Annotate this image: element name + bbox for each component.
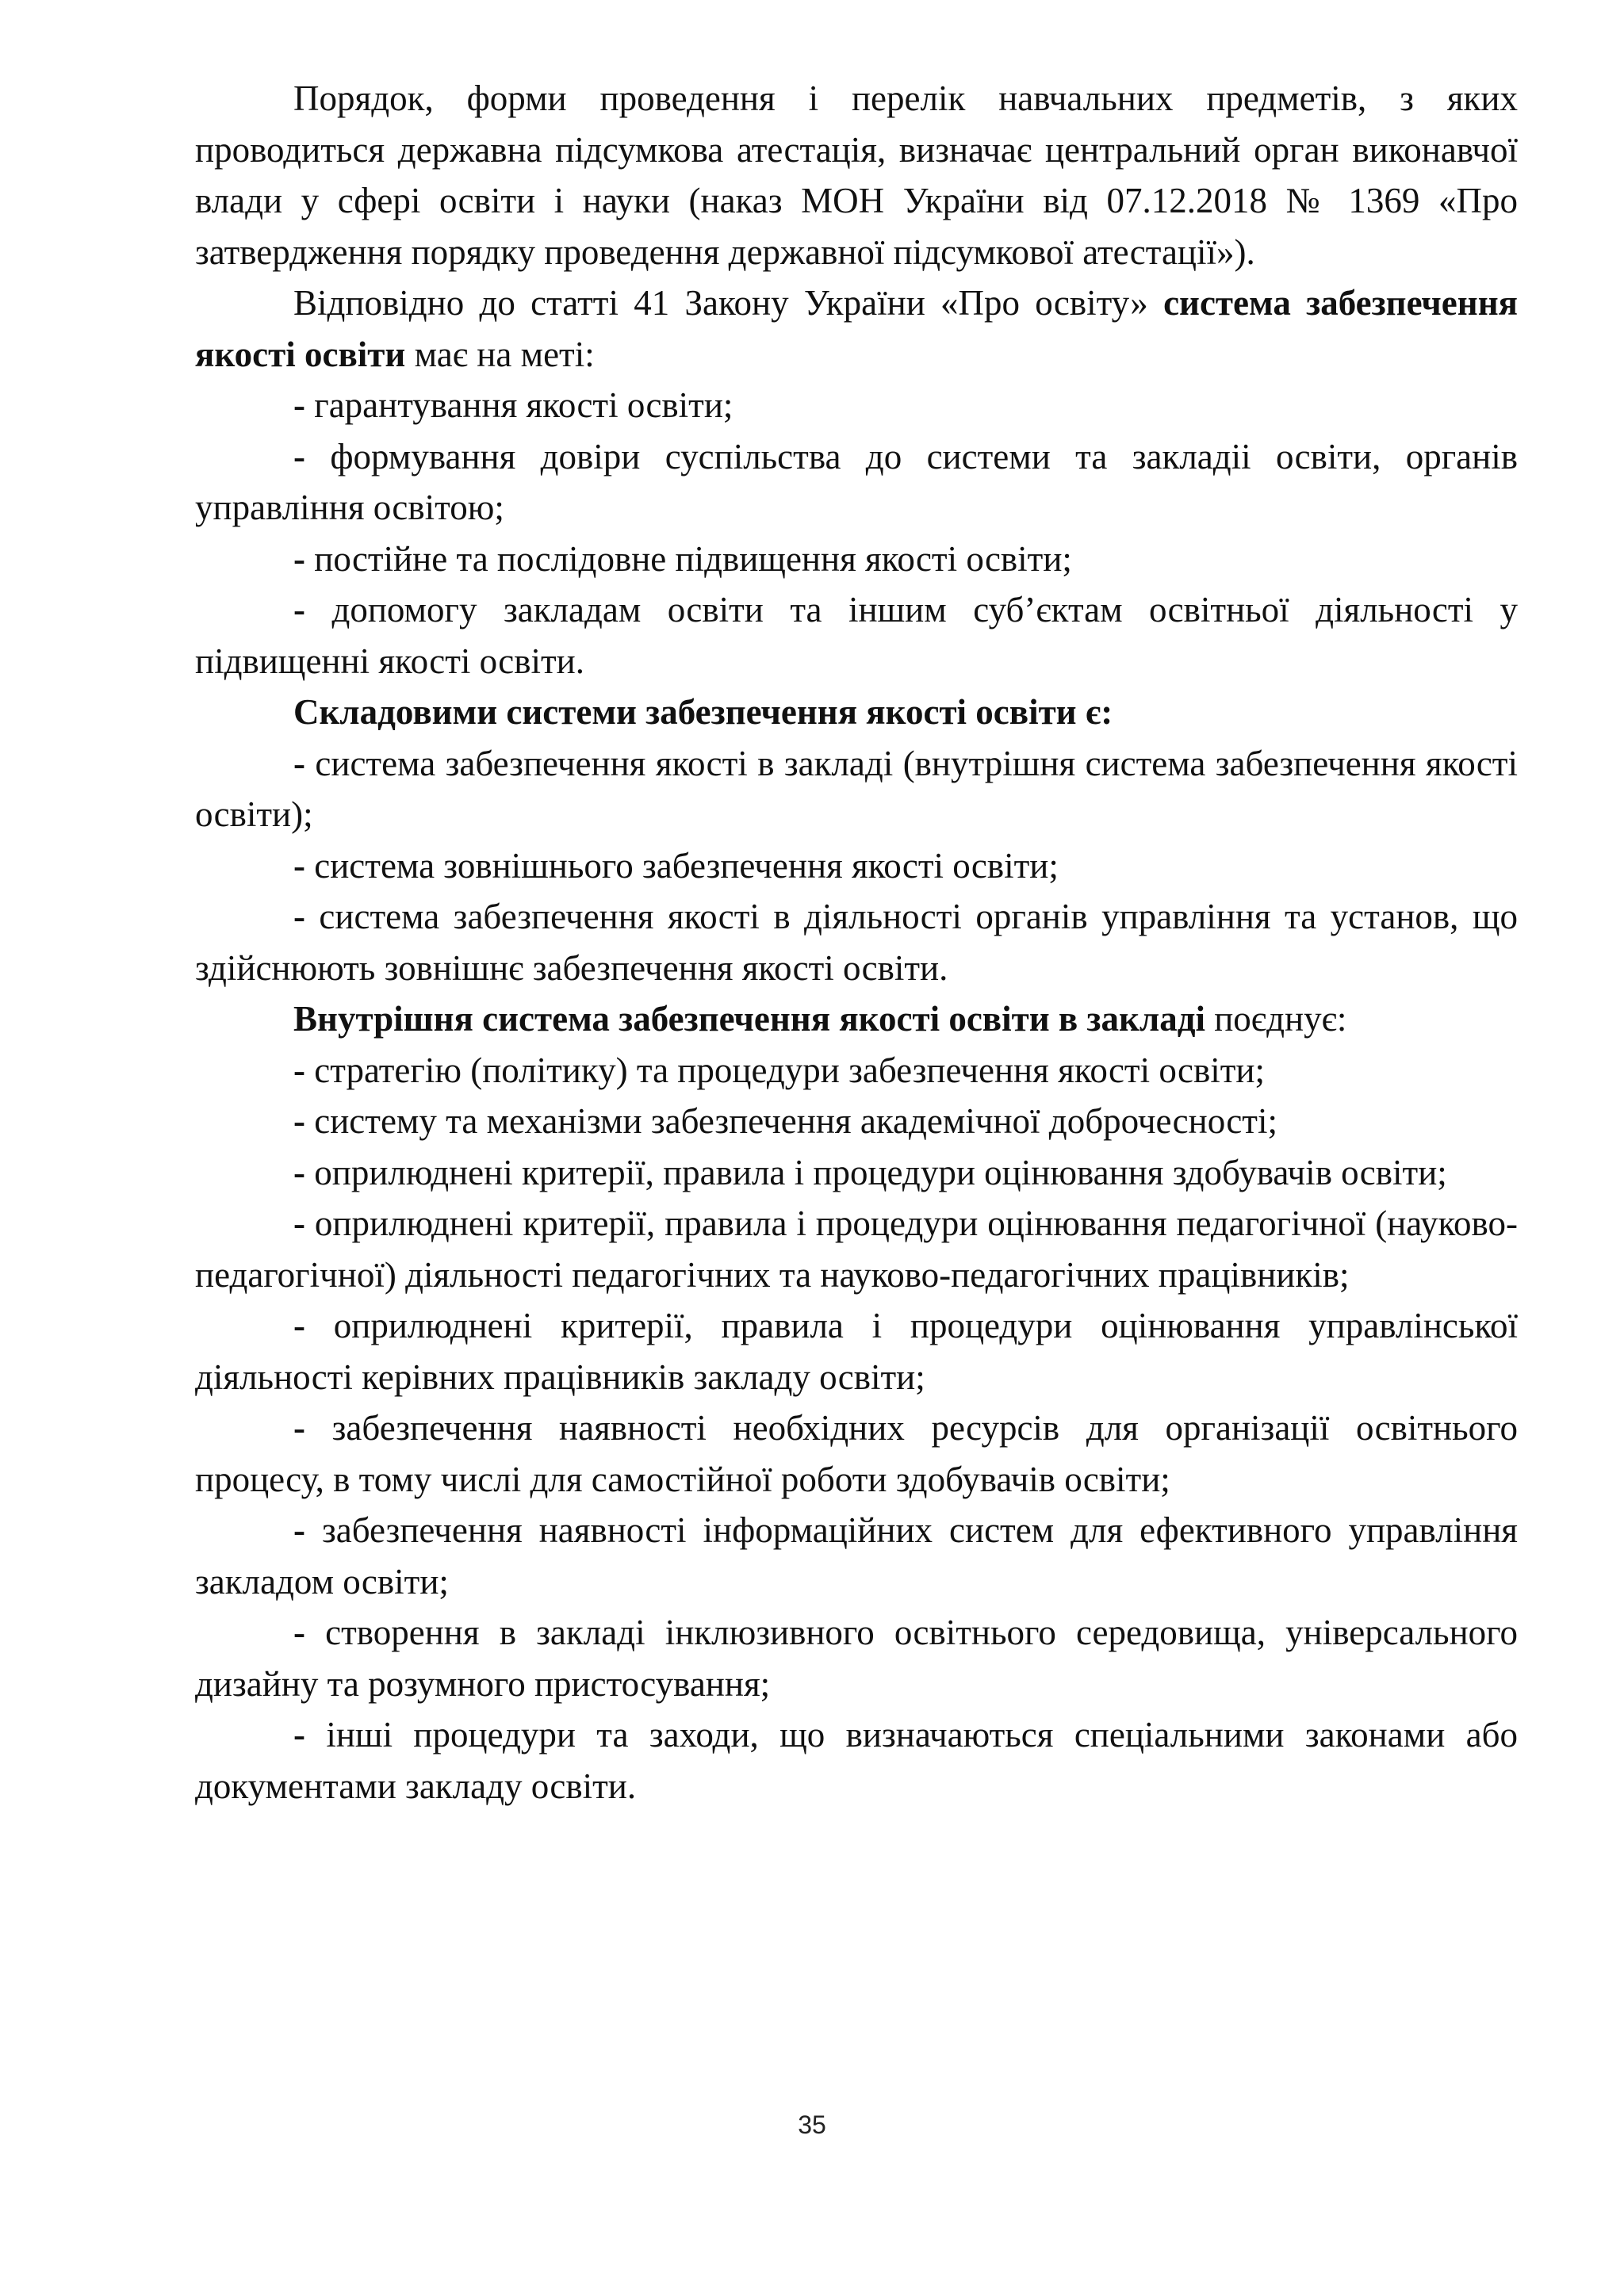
list-item (195, 1096, 1518, 1147)
list-item-text: система зовнішнього забезпечення якості освіти; (314, 845, 1059, 886)
list-item-text: система забезпечення якості в закладі (внутрішня система забезпечення якості освіти); (195, 743, 1518, 834)
list-dash: - (293, 1152, 315, 1192)
list-item-text: інші процедури та заходи, що визначаються спеціальними законами або документами закладу освіти. (195, 1715, 1518, 1806)
list-dash: - (293, 385, 315, 425)
text-run: має на меті: (405, 334, 595, 374)
list-item (195, 584, 1518, 687)
section-heading (195, 993, 1518, 1045)
document-body (195, 73, 1518, 1812)
list-dash: - (293, 1101, 315, 1141)
list-dash: - (293, 1306, 334, 1345)
list-item-text: створення в закладі інклюзивного освітнього середовища, універсального дизайну та розумного пристосування; (195, 1613, 1518, 1704)
list-item (195, 1300, 1518, 1402)
list-item-text: оприлюднені критерії, правила і процедури оцінювання управлінської діяльності керівних працівників закладу освіти; (195, 1306, 1518, 1397)
paragraph (195, 73, 1518, 277)
list-item-text: забезпечення наявності необхідних ресурсів для організації освітнього процесу, в тому числі для самостійної роботи здобувачів освіти; (195, 1408, 1518, 1499)
list-item-text: формування довіри суспільства до системи та закладіі освіти, органів управління освітою; (195, 436, 1518, 527)
paragraph (195, 277, 1518, 380)
bold-text-run: система забезпечення якості освіти (195, 283, 1518, 374)
list-item-text: гарантування якості освіти; (314, 385, 733, 425)
bold-text-run: Складовими системи забезпечення якості освіти є: (293, 692, 1113, 732)
list-item (195, 1147, 1518, 1199)
page-number: 35 (798, 2110, 826, 2139)
list-item (195, 431, 1518, 534)
list-item-text: забезпечення наявності інформаційних систем для ефективного управління закладом освіти; (195, 1510, 1518, 1601)
list-item (195, 1198, 1518, 1300)
list-item (195, 1402, 1518, 1505)
list-item-text: система забезпечення якості в діяльності органів управління та установ, що здійснюють зовнішнє забезпечення якості освіти. (195, 897, 1518, 988)
text-run: Відповідно до статті 41 Закону України «Про освіту» (293, 283, 1164, 323)
list-dash: - (293, 538, 315, 579)
list-item (195, 534, 1518, 585)
list-dash: - (293, 845, 315, 886)
list-item (195, 1607, 1518, 1709)
list-dash: - (293, 1613, 326, 1652)
list-item-text: постійне та послідовне підвищення якості освіти; (314, 538, 1072, 579)
list-item (195, 1709, 1518, 1812)
list-item-text: систему та механізми забезпечення академічної доброчесності; (314, 1101, 1277, 1141)
list-dash: - (293, 897, 320, 936)
list-item (195, 1045, 1518, 1096)
list-dash: - (293, 590, 332, 629)
list-item (195, 738, 1518, 840)
list-dash: - (293, 1408, 332, 1448)
text-run: Порядок, форми проведення і перелік навчальних предметів, з яких проводиться державна підсумкова атестація, визначає центральний орган виконавчої влади у сфері освіти і науки (наказ МОН України від 07.12.2018 № 1369 «Про затвердження порядку проведення державної підсумкової атестації»). (195, 78, 1518, 272)
bold-text-run: Внутрішня система забезпечення якості освіти в закладі (293, 999, 1205, 1039)
list-item (195, 380, 1518, 431)
list-dash: - (293, 1715, 327, 1755)
list-item-text: оприлюднені критерії, правила і процедури оцінювання здобувачів освіти; (314, 1152, 1447, 1192)
list-dash: - (293, 1050, 315, 1090)
list-item-text: оприлюднені критерії, правила і процедури оцінювання педагогічної (науково-педагогічної) діяльності педагогічних та науково-педагогічних працівників; (195, 1203, 1518, 1295)
list-dash: - (293, 436, 331, 476)
list-item (195, 840, 1518, 892)
list-dash: - (293, 1510, 322, 1550)
list-dash: - (293, 743, 316, 783)
list-item (195, 891, 1518, 993)
list-item-text: допомогу закладам освіти та іншим суб’єктам освітньої діяльності у підвищенні якості освіти. (195, 590, 1518, 681)
list-item-text: стратегію (політику) та процедури забезпечення якості освіти; (314, 1050, 1265, 1090)
section-heading (195, 687, 1518, 738)
list-item (195, 1505, 1518, 1607)
text-run: поєднує: (1205, 999, 1347, 1039)
list-dash: - (293, 1203, 315, 1243)
